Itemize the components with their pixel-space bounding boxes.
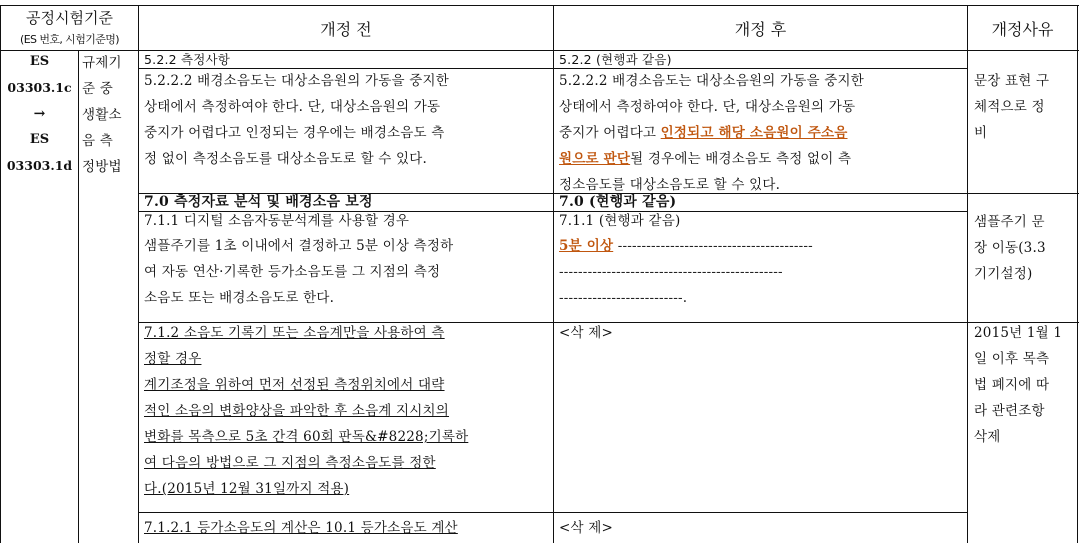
- text-line: 중지가 어렵다고 인정되는 경우에는 배경소음도 측: [144, 125, 445, 141]
- text-line: [559, 146, 966, 172]
- row2-before: [144, 68, 551, 172]
- es-label: ES: [29, 132, 50, 147]
- row2-reason: [974, 68, 1076, 146]
- text-line: 다.(2015년 12월 31일까지 적용): [144, 481, 350, 497]
- standard-name-line: 규제기: [82, 55, 122, 71]
- row3-before-heading: 7.0 측정자료 분석 및 배경소음 보정: [144, 194, 373, 210]
- text-line: 정 없이 측정소음도를 대상소음도로 할 수 있다.: [144, 151, 428, 167]
- row2-after: [559, 68, 966, 198]
- standard-name-line: 준 중: [82, 81, 113, 97]
- text-line: [559, 120, 966, 146]
- text-line: 상태에서 측정하여야 한다. 단, 대상소음원의 가동: [144, 99, 441, 115]
- row4-reason: [974, 209, 1076, 287]
- text-line: 여 다음의 방법으로 그 지점의 측정소음도를 정한: [144, 455, 436, 471]
- text-line: 샘플주기를 1초 이내에서 결정하고 5분 이상 측정하: [144, 238, 454, 254]
- text-line: [559, 233, 966, 259]
- text-line: 7.1.1 디지털 소음자동분석계를 사용할 경우: [144, 213, 410, 229]
- row4-after: [559, 209, 966, 311]
- row4-before: [144, 209, 551, 311]
- row6-before: 7.1.2.1 등가소음도의 계산은 10.1 등가소음도 계산: [144, 520, 458, 536]
- revised-text: 원으로 판단: [559, 151, 631, 167]
- text-line: 라 관련조항: [974, 403, 1045, 419]
- row6-after-deleted: <삭 제>: [559, 520, 613, 536]
- col-divider: [967, 5, 968, 543]
- header-standard-subtitle: (ES 번호, 시험기준명): [20, 33, 119, 46]
- header-reason: 개정사유: [991, 20, 1054, 39]
- arrow-icon: →: [33, 106, 46, 122]
- border-top: [0, 5, 1079, 6]
- border-right: [1077, 5, 1078, 543]
- text-line: 체적으로 정: [974, 99, 1045, 115]
- text-line: 삭제: [974, 429, 1001, 445]
- standard-name-line: 생활소: [82, 107, 122, 123]
- row1-after: 5.2.2 (현행과 같음): [559, 52, 672, 67]
- row3-after-heading: 7.0 (현행과 같음): [559, 194, 677, 210]
- text-line: 7.1.2 소음도 기록기 또는 소음계만을 사용하여 측: [144, 325, 445, 341]
- standard-name-line: 음 측: [82, 133, 113, 149]
- header-standard-title: 공정시험기준: [26, 9, 113, 27]
- text-line: 5.2.2.2 배경소음도는 대상소음원의 가동을 중지한: [559, 73, 864, 89]
- text-line: 소음도 또는 배경소음도로 한다.: [144, 290, 335, 306]
- col-divider: [553, 5, 554, 543]
- row5-before: [144, 320, 551, 502]
- text-line: 변화를 목측으로 5초 간격 60회 판독&#8228;기록하: [144, 429, 469, 445]
- text-line: 5.2.2.2 배경소음도는 대상소음원의 가동을 중지한: [144, 73, 449, 89]
- revised-text: 5분 이상: [559, 238, 614, 254]
- text-line: 적인 소음의 변화양상을 파악한 후 소음계 지시치의: [144, 403, 450, 419]
- text-line: 일 이후 목측: [974, 351, 1050, 367]
- text-line: 계기조정을 위하여 먼저 선정된 측정위치에서 대략: [144, 377, 445, 393]
- standard-name: [82, 50, 136, 180]
- header-after: 개정 후: [734, 20, 787, 39]
- dash-line: -----------------------------------------: [613, 238, 813, 254]
- text-line: 법 폐지에 따: [974, 377, 1050, 393]
- row5-reason: [974, 320, 1076, 450]
- text-line: 정할 경우: [144, 351, 202, 367]
- col-divider: [78, 50, 79, 543]
- text-line: 비: [974, 125, 988, 141]
- row5-after-deleted: <삭 제>: [559, 325, 613, 341]
- text-line: 여 자동 연산·기록한 등가소음도를 그 지점의 측정: [144, 264, 441, 280]
- text-line: 7.1.1 (현행과 같음): [559, 213, 681, 229]
- es-code-old: 03303.1c: [7, 80, 72, 95]
- es-code-new: 03303.1d: [6, 158, 73, 173]
- text-line: 2015년 1월 1: [974, 325, 1063, 341]
- text-line: 정소음도를 대상소음도로 할 수 있다.: [559, 177, 781, 193]
- text-line: 장 이동(3.3: [974, 240, 1046, 256]
- text-span: 될 경우에는 배경소음도 측정 없이 측: [630, 151, 852, 167]
- text-span: 중지가 어렵다고: [559, 125, 661, 141]
- dash-line: --------------------------.: [559, 290, 688, 306]
- header-before: 개정 전: [320, 20, 372, 39]
- col-divider: [138, 5, 139, 543]
- revised-text: 인정되고 해당 소음원이 주소음: [660, 125, 848, 141]
- standard-name-line: 정방법: [82, 159, 122, 175]
- text-line: 샘플주기 문: [974, 214, 1045, 230]
- es-label: ES: [29, 54, 50, 69]
- text-line: 문장 표현 구: [974, 73, 1050, 89]
- row1-before: 5.2.2 측정사항: [144, 52, 231, 67]
- text-line: 기기설정): [974, 266, 1033, 282]
- text-line: 상태에서 측정하여야 한다. 단, 대상소음원의 가동: [559, 99, 856, 115]
- dash-line: -----------------------------------------------: [559, 264, 783, 280]
